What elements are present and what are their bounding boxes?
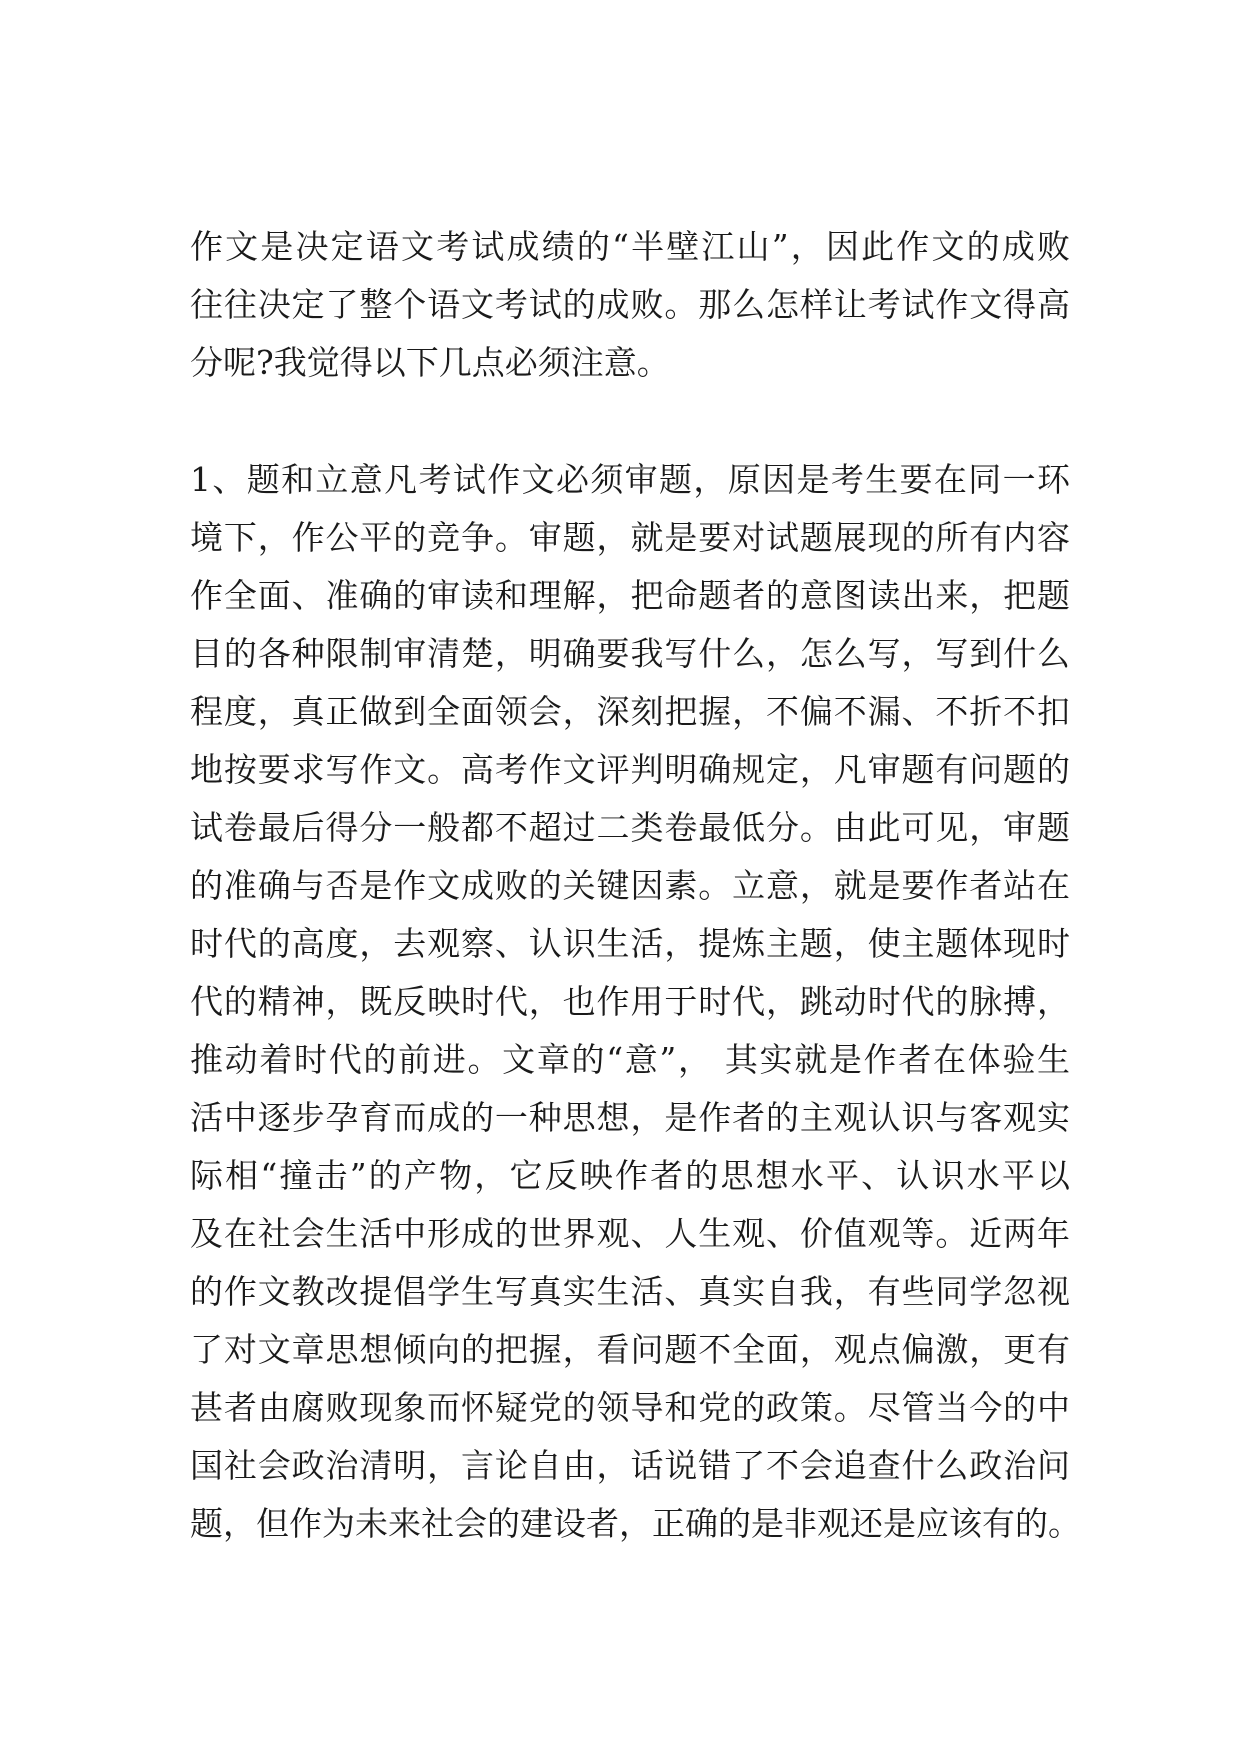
paragraph-line: 分呢?我觉得以下几点必须注意。	[190, 343, 670, 382]
paragraph-line: 际相“撞击”的产物，它反映作者的思想水平、认识水平以	[190, 1156, 1070, 1195]
paragraph-line: 题，但作为未来社会的建设者，正确的是非观还是应该有的。	[190, 1504, 1081, 1543]
paragraph-line: 试卷最后得分一般都不超过二类卷最低分。由此可见，审题	[190, 808, 1070, 847]
paragraph-line: 目的各种限制审清楚，明确要我写什么，怎么写，写到什么	[190, 634, 1070, 673]
paragraph-line: 作文是决定语文考试成绩的“半壁江山”，因此作文的成败	[190, 227, 1070, 266]
intro-paragraph	[190, 218, 1070, 392]
paragraph-line: 程度，真正做到全面领会，深刻把握，不偏不漏、不折不扣	[190, 692, 1070, 731]
paragraph-line: 活中逐步孕育而成的一种思想，是作者的主观认识与客观实	[190, 1098, 1070, 1137]
paragraph-line: 代的精神，既反映时代，也作用于时代，跳动时代的脉搏，	[190, 982, 1070, 1021]
paragraph-line: 的作文教改提倡学生写真实生活、真实自我，有些同学忽视	[190, 1272, 1070, 1311]
paragraph-line: 的准确与否是作文成败的关键因素。立意，就是要作者站在	[190, 866, 1070, 905]
paragraph-line: 作全面、准确的审读和理解，把命题者的意图读出来，把题	[190, 576, 1070, 615]
paragraph-line: 甚者由腐败现象而怀疑党的领导和党的政策。尽管当今的中	[190, 1388, 1070, 1427]
paragraph-line: 1、题和立意凡考试作文必须审题，原因是考生要在同一环	[190, 460, 1070, 499]
paragraph-line: 时代的高度，去观察、认识生活，提炼主题，使主题体现时	[190, 924, 1070, 963]
paragraph-line: 地按要求写作文。高考作文评判明确规定，凡审题有问题的	[190, 750, 1070, 789]
section-1-paragraph	[190, 451, 1081, 1553]
paragraph-line: 往往决定了整个语文考试的成败。那么怎样让考试作文得高	[190, 285, 1070, 324]
paragraph-line: 境下，作公平的竞争。审题，就是要对试题展现的所有内容	[190, 518, 1070, 557]
paragraph-line: 了对文章思想倾向的把握，看问题不全面，观点偏激，更有	[190, 1330, 1070, 1369]
paragraph-line: 推动着时代的前进。文章的“意”， 其实就是作者在体验生	[190, 1040, 1070, 1079]
paragraph-line: 国社会政治清明，言论自由，话说错了不会追查什么政治问	[190, 1446, 1070, 1485]
paragraph-line: 及在社会生活中形成的世界观、人生观、价值观等。近两年	[190, 1214, 1070, 1253]
